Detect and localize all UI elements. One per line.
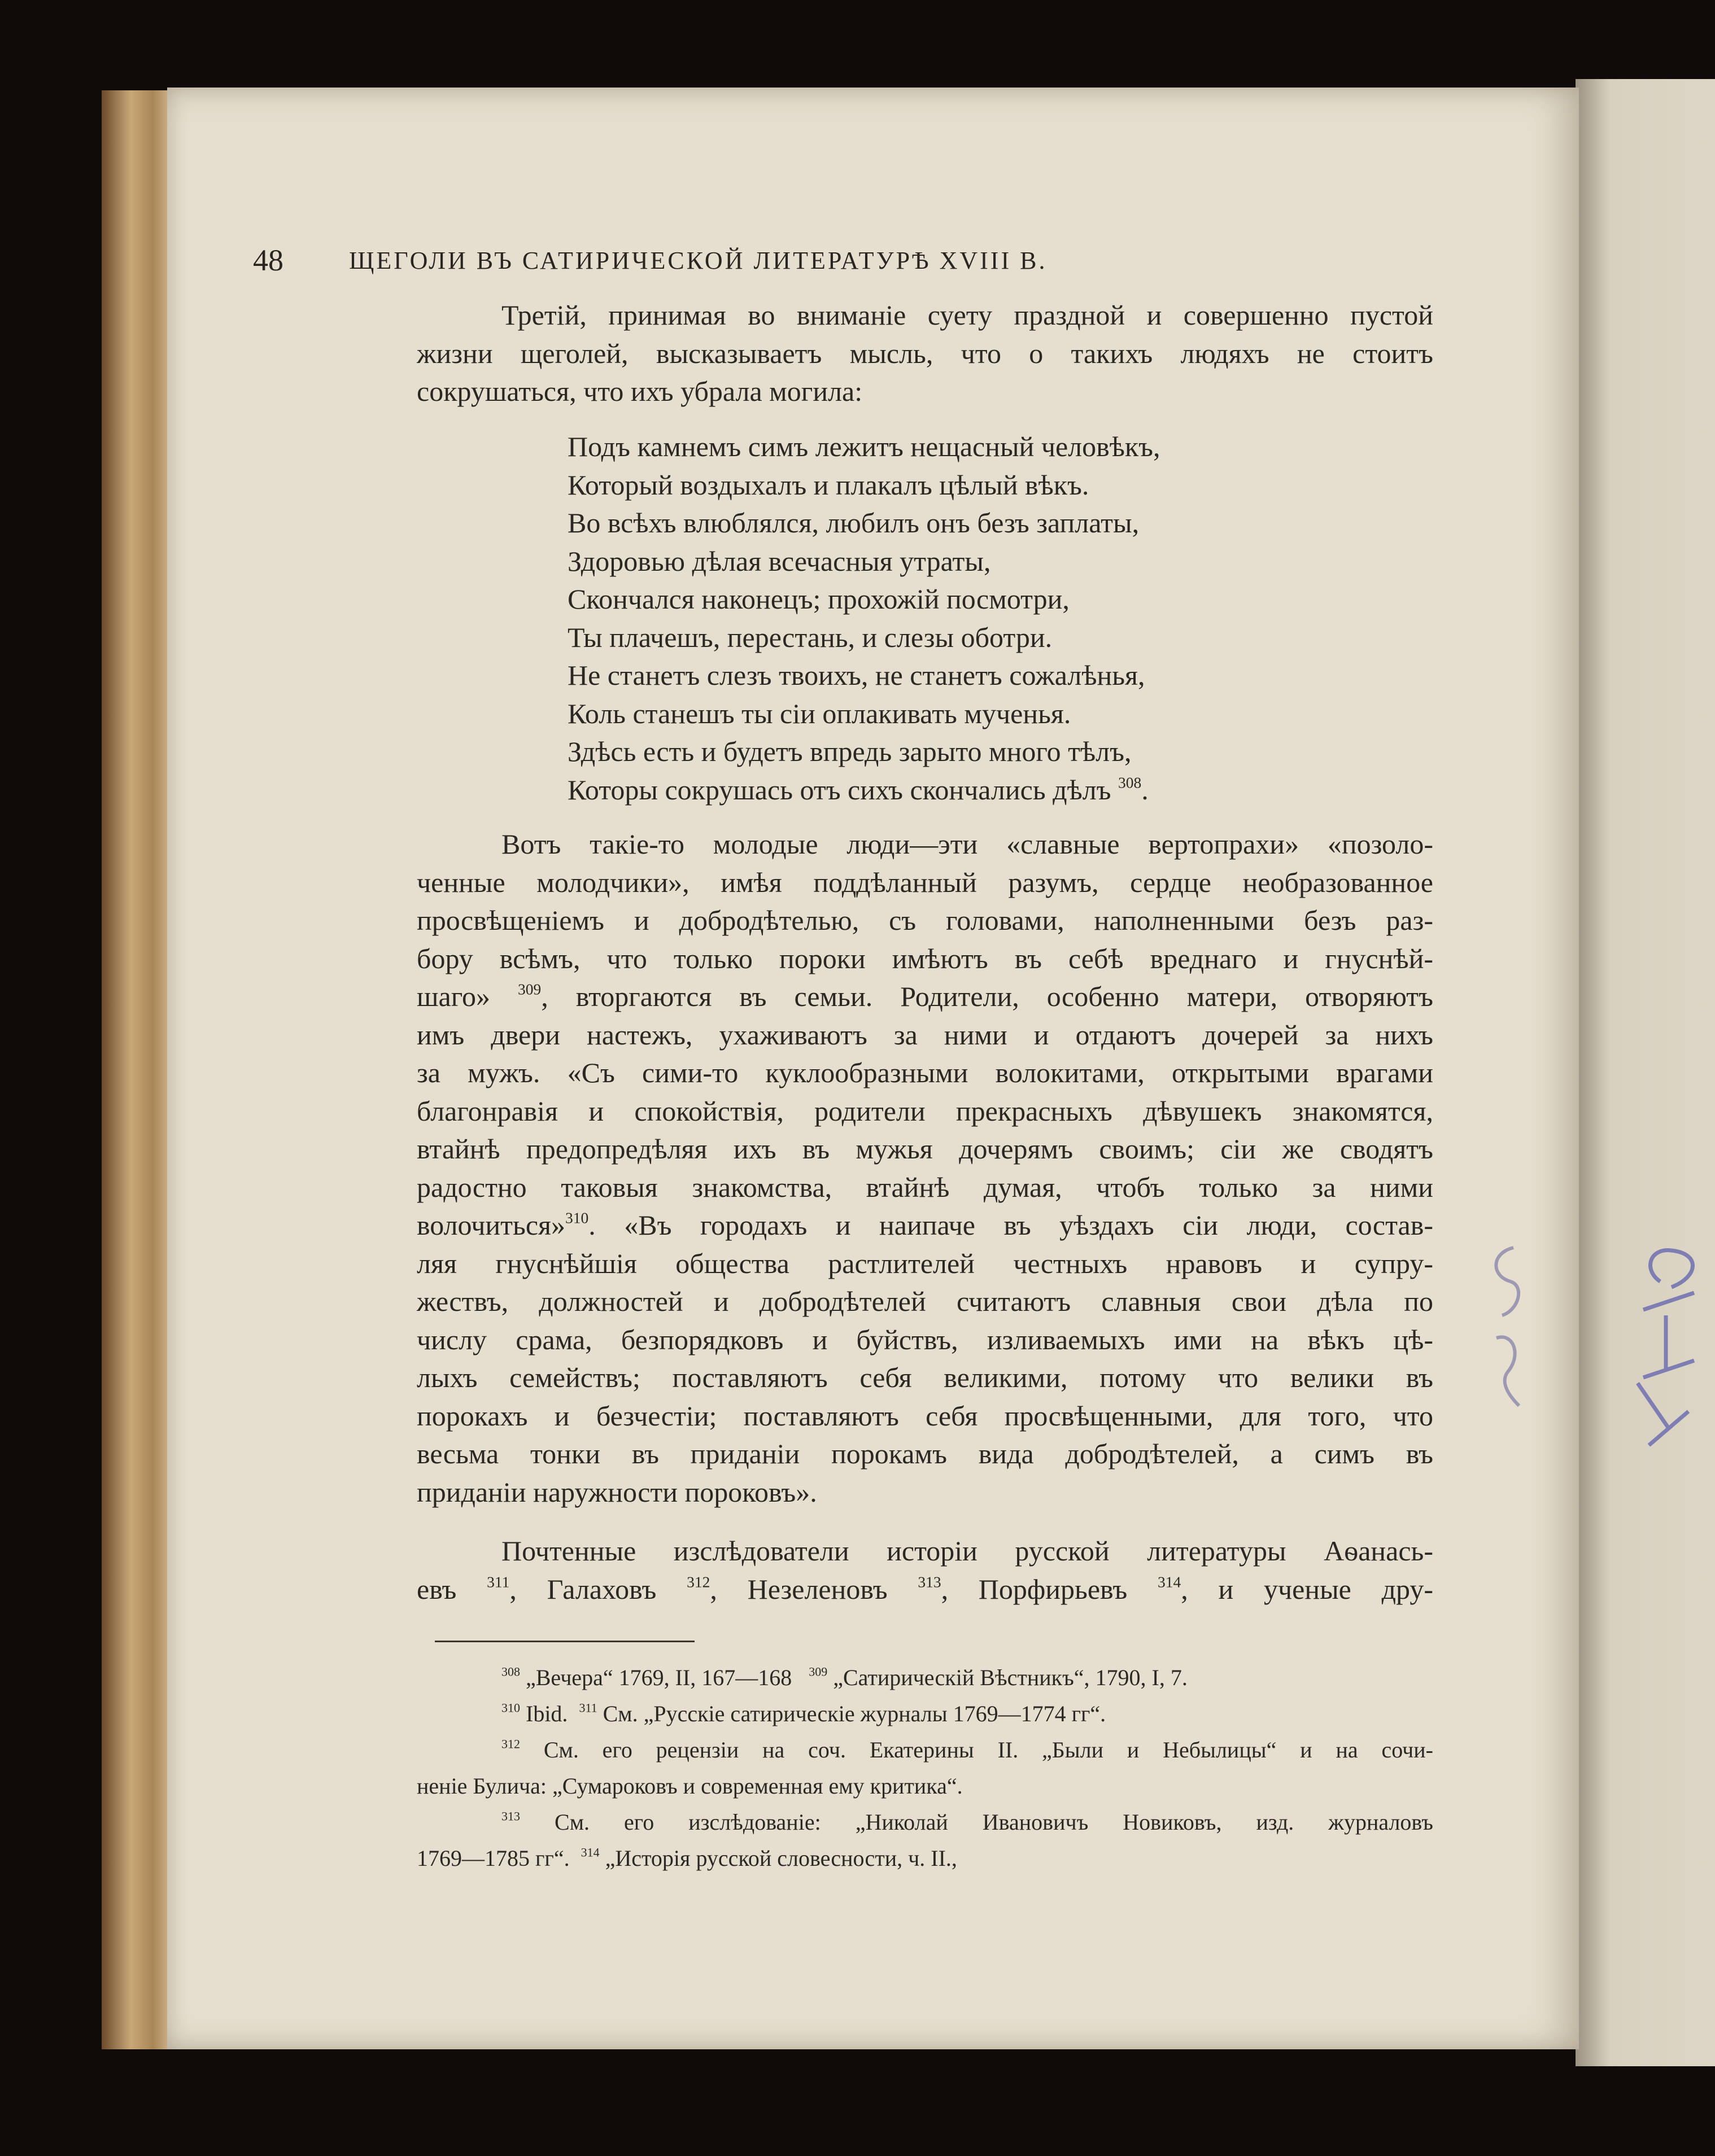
verse-line: Не станетъ слезъ твоихъ, не станетъ сожалѣнья, bbox=[568, 659, 1145, 691]
footnote-ref: 309 bbox=[517, 980, 542, 998]
text-line: за мужъ. «Съ сими-то куклообразными волокитами, открытыми врагами bbox=[417, 1057, 1433, 1088]
footnote-ref: 311 bbox=[487, 1572, 510, 1590]
verse-line: Скончался наконецъ; прохожій посмотри, bbox=[568, 583, 1070, 615]
text-line: благонравія и спокойствія, родители прекрасныхъ дѣвушекъ знакомятся, bbox=[417, 1095, 1433, 1127]
text-line: Почтенные изслѣдователи исторіи русской литературы Аѳанась- bbox=[501, 1535, 1433, 1567]
text-line: шаго» $^{309}$, вторгаются въ семьи. Родители, особенно матери, отворяютъ bbox=[417, 980, 1434, 1012]
footnote-text: „Сатирическій Вѣстникъ“, 1790, I, 7. bbox=[833, 1665, 1188, 1690]
text-line: порокахъ и безчестіи; поставляютъ себя просвѣщенными, для того, что bbox=[417, 1400, 1433, 1432]
verse-epitaph bbox=[568, 428, 1358, 809]
text-line: числу срама, безпорядковъ и буйствъ, изливаемыхъ ими на вѣкъ цѣ- bbox=[417, 1323, 1433, 1355]
facing-page bbox=[1576, 79, 1715, 2066]
footnote-number: 311 bbox=[579, 1700, 597, 1715]
footnote-number: 310 bbox=[501, 1700, 520, 1715]
footnote-number: 313 bbox=[501, 1809, 520, 1823]
paragraph-3 bbox=[417, 1532, 1433, 1608]
book-page-edges bbox=[102, 90, 175, 2049]
text-line: лыхъ семействъ; поставляютъ себя великими, потому что велики въ bbox=[417, 1362, 1433, 1393]
text-line: ченные молодчики», имѣя поддѣланный разумъ, сердце необразованное bbox=[417, 866, 1433, 898]
pencil-mark bbox=[1480, 1242, 1530, 1411]
text-line: Вотъ такіе-то молодые люди—эти «славные вертопрахи» «позоло- bbox=[501, 828, 1433, 860]
text-segment: , Порфирьевъ bbox=[941, 1573, 1128, 1605]
footnote-line bbox=[417, 1804, 1433, 1840]
footnote-number: 309 bbox=[809, 1664, 828, 1679]
verse-line: Подъ камнемъ симъ лежитъ нещасный человѣкъ, bbox=[568, 431, 1160, 462]
text-line: просвѣщеніемъ и добродѣтелью, съ головами, наполненными безъ раз- bbox=[417, 904, 1433, 936]
text-line bbox=[417, 1206, 1433, 1245]
text-line: жизни щеголей, высказываетъ мысль, что о такихъ людяхъ не стоитъ bbox=[417, 337, 1433, 369]
footnote-ref: 314 bbox=[1158, 1572, 1181, 1590]
text-segment: евъ bbox=[417, 1573, 457, 1605]
footnote-number: 314 bbox=[581, 1845, 600, 1860]
verse-line: Во всѣхъ влюблялся, любилъ онъ безъ заплаты, bbox=[568, 507, 1140, 539]
text-line: ляя гнуснѣйшія общества растлителей честныхъ нравовъ и супру- bbox=[417, 1247, 1433, 1279]
running-title: ЩЕГОЛИ ВЪ САТИРИЧЕСКОЙ ЛИТЕРАТУРѢ XVIII В. bbox=[349, 247, 1048, 274]
footnote-line bbox=[417, 1696, 1433, 1732]
verse-line: Который воздыхалъ и плакалъ цѣлый вѣкъ. bbox=[568, 469, 1089, 501]
text-line bbox=[417, 1571, 1433, 1609]
footnote-text: 1769—1785 гг“. bbox=[417, 1845, 570, 1871]
footnote-ref: 310 bbox=[565, 1209, 589, 1227]
paragraph-1 bbox=[417, 296, 1433, 411]
text-line: приданіи наружности пороковъ». bbox=[417, 1476, 817, 1508]
text-line: жествъ, должностей и добродѣтелей считаютъ славныя свои дѣла по bbox=[417, 1285, 1433, 1317]
footnote-ref: 308 bbox=[1118, 773, 1142, 791]
footnote-text: См. его рецензіи на соч. Екатерины II. „Были и Небылицы“ и на сочи- bbox=[543, 1737, 1434, 1763]
footnote-line bbox=[417, 1660, 1433, 1696]
footnote-line bbox=[417, 1840, 1433, 1877]
footnote-line bbox=[417, 1732, 1433, 1768]
footnotes bbox=[417, 1660, 1433, 1877]
text-segment: шаго» bbox=[417, 981, 490, 1012]
footnote-rule bbox=[435, 1641, 695, 1642]
footnote-ref: 312 bbox=[687, 1572, 710, 1590]
text-line: весьма тонки въ приданіи порокамъ вида добродѣтелей, а симъ въ bbox=[417, 1438, 1433, 1470]
text-segment: , и ученые дру- bbox=[1181, 1573, 1434, 1605]
verse-line: Которы сокрушась отъ сихъ скончались дѣлъ $^{308}$. bbox=[568, 773, 1149, 806]
page-number: 48 bbox=[253, 243, 283, 277]
text-line: сокрушаться, что ихъ убрала могила: bbox=[417, 375, 863, 407]
verse-line: Коль станешъ ты сіи оплакивать мученья. bbox=[568, 697, 1071, 729]
text-segment: , Незеленовъ bbox=[710, 1573, 888, 1605]
footnote-ref: 313 bbox=[918, 1572, 941, 1590]
paragraph-2 bbox=[417, 825, 1433, 1511]
footnote-text: „Вечера“ 1769, II, 167—168 bbox=[526, 1665, 792, 1690]
page-header bbox=[253, 243, 1224, 277]
text-segment: вторгаются въ семьи. Родители, особенно матери, отворяютъ bbox=[575, 981, 1434, 1012]
verse-line-text: Которы сокрушась отъ сихъ скончались дѣлъ bbox=[568, 773, 1111, 806]
footnote-text: См. „Русскіе сатирическіе журналы 1769—1774 гг“. bbox=[603, 1701, 1106, 1726]
text-line: имъ двери настежъ, ухаживаютъ за ними и отдаютъ дочерей за нихъ bbox=[417, 1018, 1433, 1051]
verse-line: Ты плачешъ, перестань, и слезы оботри. bbox=[568, 621, 1053, 653]
text-line: бору всѣмъ, что только пороки имѣютъ въ себѣ вреднаго и гнуснѣй- bbox=[417, 942, 1433, 974]
footnote-number: 312 bbox=[501, 1737, 520, 1751]
footnote-text: Ibid. bbox=[526, 1701, 568, 1726]
verse-line: Здоровью дѣлая всечасныя утраты, bbox=[568, 545, 991, 577]
text-line: радостно таковыя знакомства, втайнѣ думая, чтобъ только за ними bbox=[417, 1171, 1433, 1203]
footnote-text: См. его изслѣдованіе: „Николай Ивановичъ Новиковъ, изд. журналовъ bbox=[555, 1809, 1433, 1835]
footnote-line: неніе Булича: „Сумароковъ и современная ему критика“. bbox=[417, 1773, 963, 1799]
text-segment: . «Въ городахъ и наипаче въ уѣздахъ сіи люди, состав- bbox=[588, 1209, 1433, 1241]
footnote-number: 308 bbox=[501, 1664, 520, 1679]
text-segment: волочиться» bbox=[417, 1209, 566, 1241]
text-segment: , Галаховъ bbox=[509, 1573, 657, 1605]
library-shelfmark bbox=[1626, 1242, 1711, 1457]
footnote-text: „Исторія русской словесности, ч. II., bbox=[605, 1845, 957, 1871]
text-line: Третій, принимая во вниманіе суету праздной и совершенно пустой bbox=[501, 299, 1433, 331]
verse-line: Здѣсь есть и будетъ впредь зарыто много тѣлъ, bbox=[568, 736, 1132, 767]
text-line: втайнѣ предопредѣляя ихъ въ мужья дочерямъ своимъ; сіи же сводятъ bbox=[417, 1133, 1433, 1165]
